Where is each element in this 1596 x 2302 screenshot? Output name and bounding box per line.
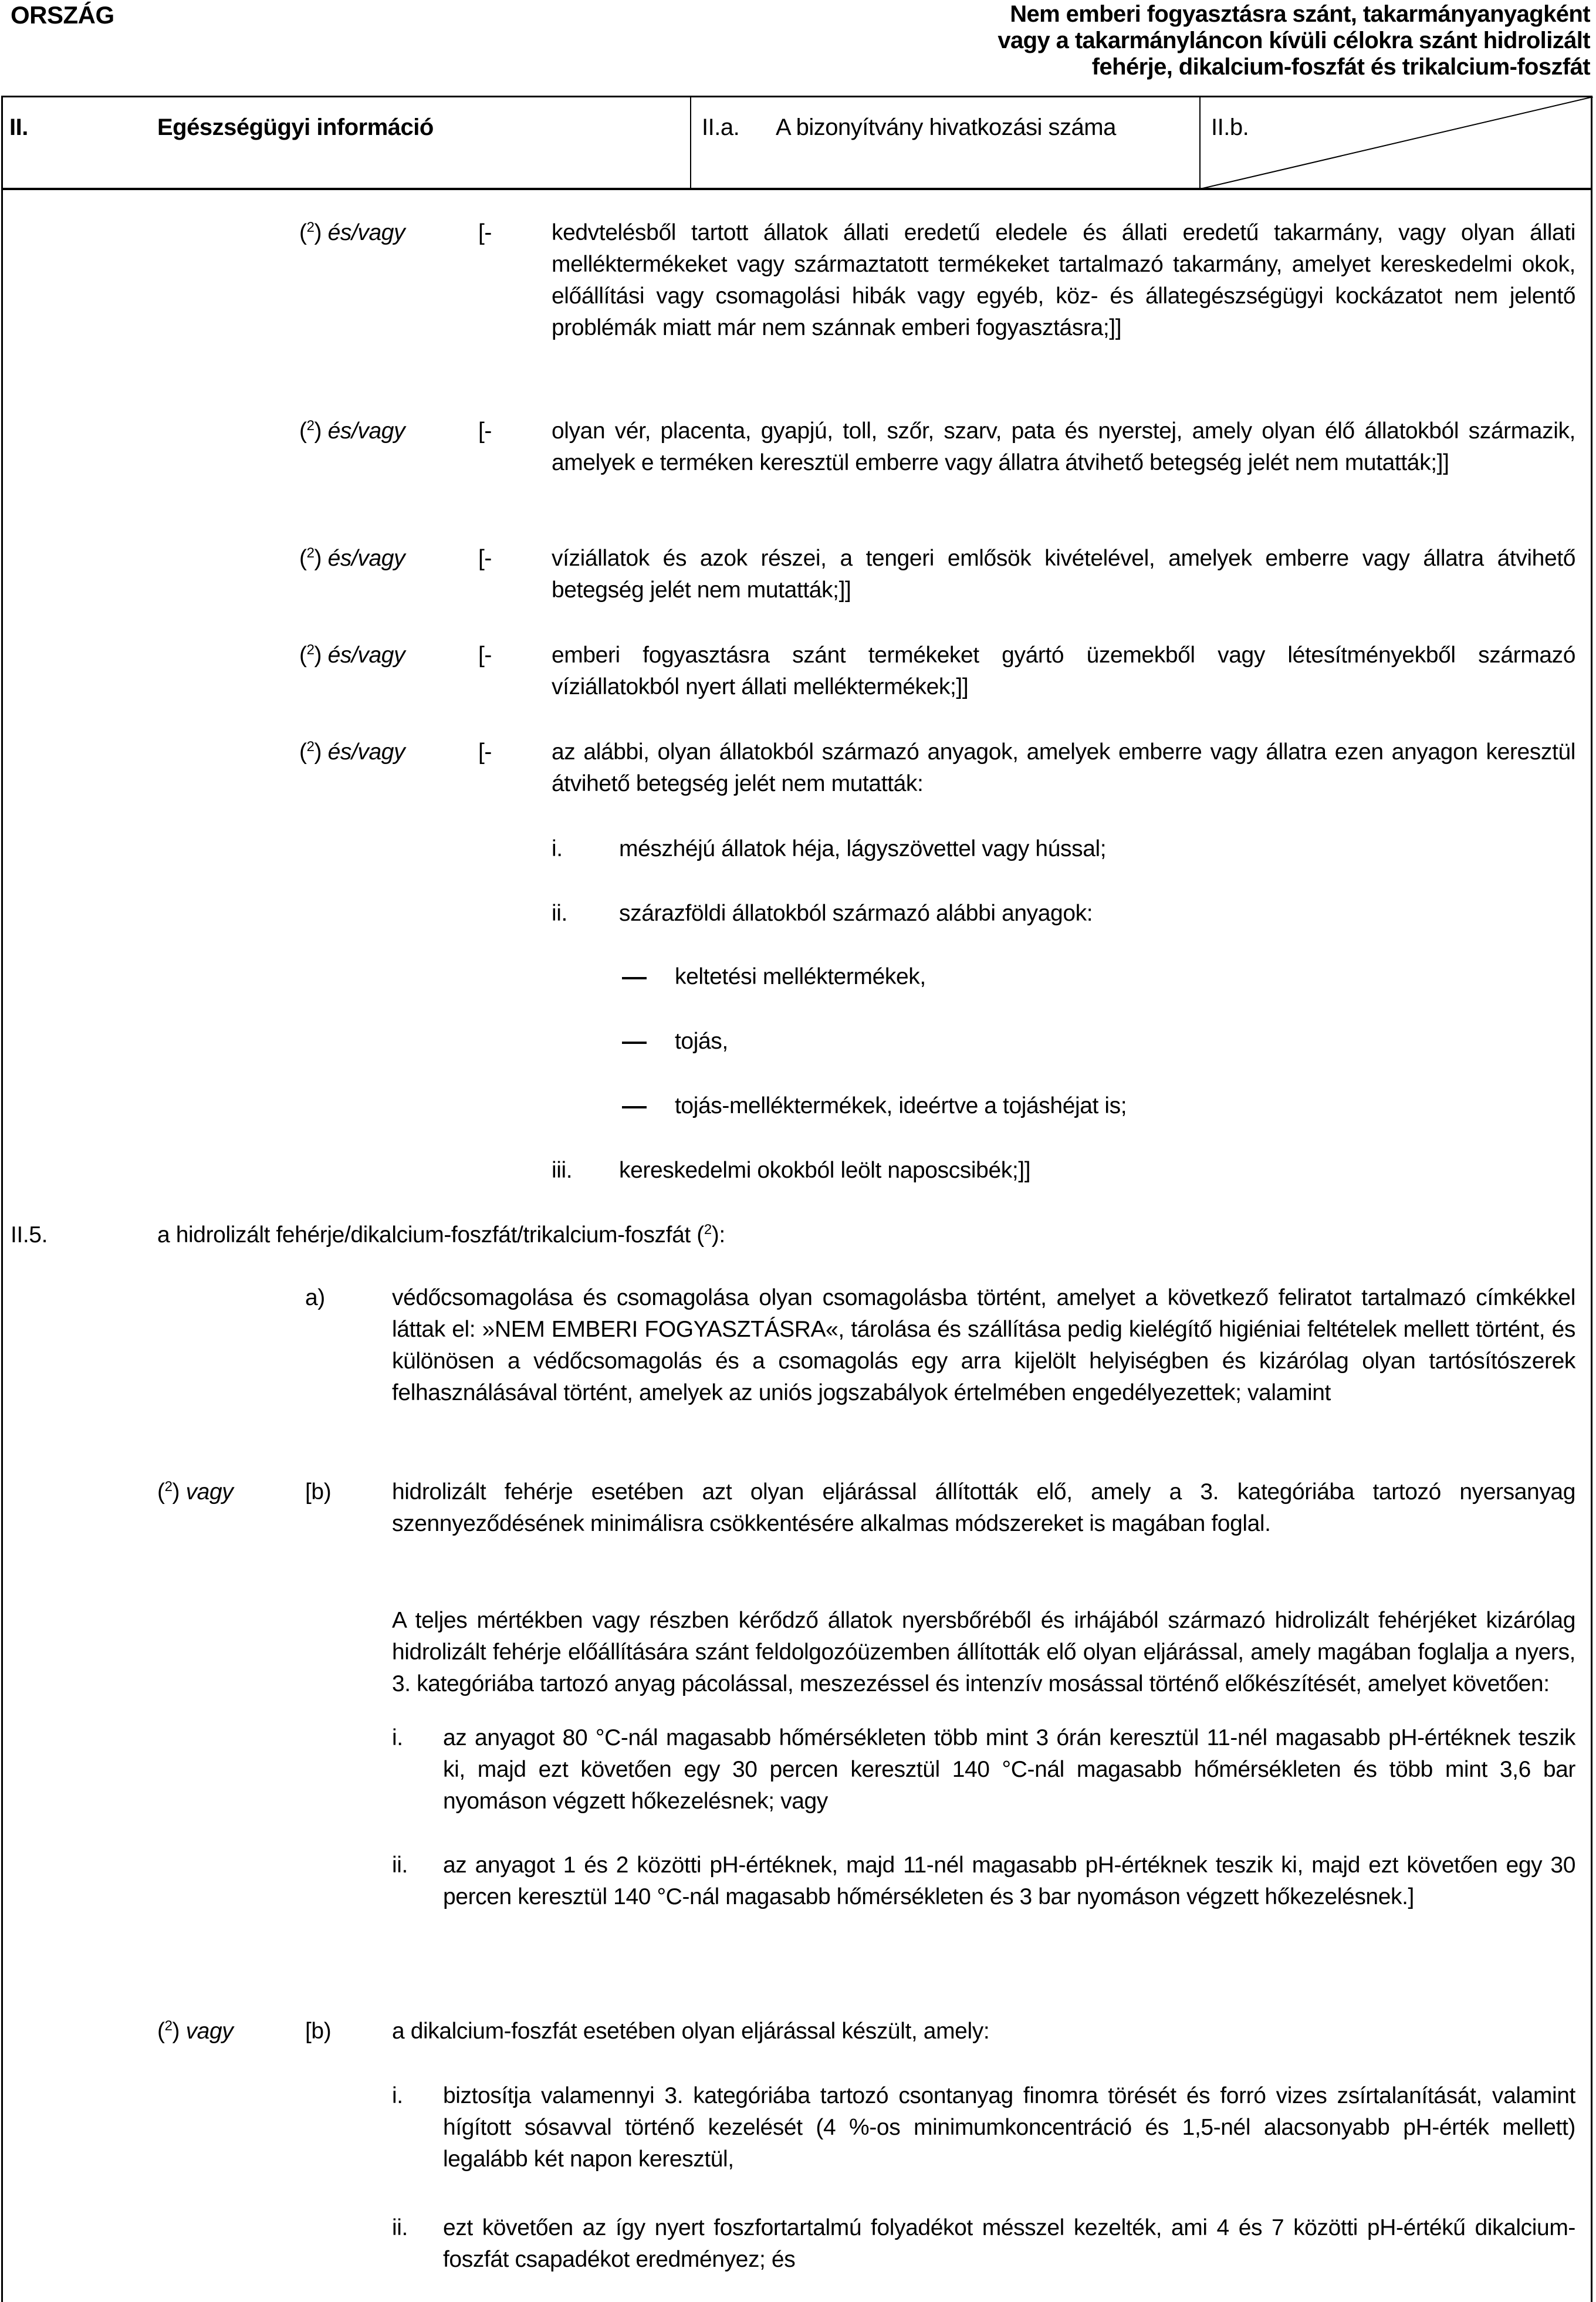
sub-item-number: ii.: [392, 2215, 408, 2240]
sub-item-text: biztosítja valamennyi 3. kategóriába tartozó csontanyag finomra törését és forró vizes zsírtalanítását, valamint hígított sósavval történő kezelését (4 %-os minimumkoncentráció és 1,5-nél alacsonyabb pH-érték mellett) legalább két napon keresztül,: [443, 2083, 1575, 2172]
section-title: Egészségügyi információ: [157, 114, 434, 140]
or-label: vagy: [185, 2019, 234, 2044]
bracket-dash: [-: [478, 220, 492, 245]
dash-item-text: keltetési melléktermékek,: [675, 964, 926, 989]
footnote-marker: 2: [306, 642, 315, 658]
ref-b-label: II.b.: [1211, 114, 1249, 140]
section-number: II.: [9, 114, 28, 140]
and-or-label: és/vagy: [327, 739, 405, 765]
sub-item-number: i.: [392, 1725, 403, 1750]
item-text: az alábbi, olyan állatokból származó anyagok, amelyek emberre vagy állatra ezen anyagon keresztül átvihető betegség jelét nem mutatták:: [552, 739, 1575, 796]
footnote-marker: 2: [306, 219, 315, 235]
footnote-marker: 2: [306, 418, 315, 434]
dash-bullet-icon: [622, 1042, 647, 1044]
item-text: hidrolizált fehérje esetében azt olyan eljárással állították elő, amely a 3. kategóriába tartozó nyersanyag szennyeződésének minimálisra csökkentésére alkalmas módszereket is magában foglal.: [392, 1479, 1575, 1536]
section-ii5-intro: [157, 1219, 725, 1251]
dash-item: [622, 1090, 647, 1122]
footnote-marker: 2: [704, 1222, 712, 1238]
item-note: ($^2$) és/vagy: [299, 642, 405, 668]
item-note: ($^2$) vagy: [157, 2018, 234, 2044]
document-title: [710, 1, 1590, 80]
and-or-label: és/vagy: [327, 546, 405, 571]
item-letter: [b): [305, 2019, 332, 2044]
document-title-line: fehérje, dikalcium-foszfát és trikalcium-foszfát: [1091, 54, 1590, 80]
sub-item-text: az anyagot 1 és 2 közötti pH-értéknek, majd 11-nél magasabb pH-értéknek teszik ki, majd ezt követően egy 30 percen keresztül 140 °C-nál magasabb hőmérsékleten és 3 bar nyomáson végzett hőkezelésnek.]: [443, 1853, 1575, 1909]
dash-item: [622, 961, 647, 993]
item-note: ($^2$) és/vagy: [299, 418, 405, 444]
item-letter: a): [305, 1285, 325, 1310]
item-text: a dikalcium-foszfát esetében olyan eljárással készült, amely:: [392, 2019, 990, 2044]
intro-text: a hidrolizált fehérje/dikalcium-foszfát/trikalcium-foszfát (: [157, 1222, 704, 1248]
item-text: védőcsomagolása és csomagolása olyan csomagolásba történt, amelyet a következő feliratot tartalmazó címkékkel láttak el: »NEM EMBERI FOGYASZTÁSRA«, tárolása és szállítása pedig kielégítő higiéniai feltételek mellett történt, és különösen a védőcsomagolás és a csomagolás egy arra kijelölt helyiségben és kizárólag olyan tartósítószerek felhasználásával történt, amelyek az uniós jogszabályok értelmében engedélyezettek; valamint: [392, 1285, 1575, 1405]
section-ii5-number: II.5.: [11, 1222, 48, 1248]
bracket-dash: [-: [478, 546, 492, 571]
bracket-dash: [-: [478, 418, 492, 444]
or-label: vagy: [185, 1479, 234, 1505]
item-letter: [b): [305, 1479, 332, 1505]
dash-bullet-icon: [622, 977, 647, 979]
sub-item-number: i.: [392, 2083, 403, 2108]
footnote-marker: 2: [306, 545, 315, 561]
sub-item-text: kereskedelmi okokból leölt naposcsibék;]]: [619, 1158, 1031, 1183]
and-or-label: és/vagy: [327, 643, 405, 668]
sub-item-text: ezt követően az így nyert foszfortartalmú folyadékot mésszel kezelték, ami 4 és 7 közötti pH-értékű dikalcium-foszfát csapadékot eredményez; és: [443, 2215, 1575, 2272]
item-text: olyan vér, placenta, gyapjú, toll, szőr, szarv, pata és nyerstej, amely olyan élő állatokból származik, amelyek e terméken keresztül emberre vagy állatra átvihető betegség jelét nem mutatták;]]: [552, 418, 1575, 475]
item-note: ($^2$) és/vagy: [299, 219, 405, 245]
item-text: emberi fogyasztásra szánt termékeket gyártó üzemekből vagy létesítményekből származó víziállatokból nyert állati melléktermékek;]]: [552, 643, 1575, 699]
sub-item-number: i.: [552, 836, 563, 861]
item-text: kedvtelésből tartott állatok állati eredetű eledele és állati eredetű takarmány, vagy olyan állati melléktermékeket vagy származtatott termékeket tartalmazó takarmány, amelyet kereskedelmi okok, előállítási vagy csomagolási hibák vagy egyéb, köz- és állategészségügyi kockázatot nem jelentő problémák miatt már nem szánnak emberi fogyasztásra;]]: [552, 220, 1575, 340]
item-note: ($^2$) és/vagy: [299, 545, 405, 571]
dash-item-text: tojás,: [675, 1029, 728, 1054]
footnote-marker: 2: [164, 1479, 173, 1495]
item-note: ($^2$) és/vagy: [299, 739, 405, 765]
sub-item-text: szárazföldi állatokból származó alábbi anyagok:: [619, 901, 1093, 926]
sub-item-number: iii.: [552, 1158, 573, 1183]
sub-item-text: mészhéjú állatok héja, lágyszövettel vagy hússal;: [619, 836, 1107, 861]
item-note: ($^2$) vagy: [157, 1479, 234, 1505]
item-text: víziállatok és azok részei, a tengeri emlősök kivételével, amelyek emberre vagy állatra átvihető betegség jelét nem mutatták;]]: [552, 546, 1575, 603]
dash-item-text: tojás-melléktermékek, ideértve a tojáshéjat is;: [675, 1093, 1127, 1118]
dash-item: [622, 1026, 647, 1057]
document-title-line: Nem emberi fogyasztásra szánt, takarmányanyagként: [1010, 1, 1590, 27]
column-divider: [690, 97, 691, 188]
and-or-label: és/vagy: [327, 220, 405, 245]
bracket-dash: [-: [478, 643, 492, 668]
country-label: ORSZÁG: [11, 1, 114, 29]
sub-item-text: az anyagot 80 °C-nál magasabb hőmérsékleten több mint 3 órán keresztül 11-nél magasabb pH-értéknek teszik ki, majd ezt követően egy 30 percen keresztül 140 °C-nál magasabb hőmérsékleten és több mint 3,6 bar nyomáson végzett hőkezelésnek; vagy: [443, 1725, 1575, 1814]
and-or-label: és/vagy: [327, 418, 405, 444]
ref-label-text: A bizonyítvány hivatkozási száma: [776, 114, 1116, 140]
dash-bullet-icon: [622, 1106, 647, 1108]
ref-number-label: II.a.: [702, 114, 740, 140]
bracket-dash: [-: [478, 739, 492, 765]
item-paragraph: A teljes mértékben vagy részben kérődző állatok nyersbőréből és irhájából származó hidrolizált fehérjéket kizárólag hidrolizált fehérje előállítására szánt feldolgozóüzemben állították elő olyan eljárással, amely magában foglalja a nyers, 3. kategóriába tartozó anyag pácolással, meszezéssel és intenzív mosással történő előkészítését, amelyet követően:: [392, 1608, 1575, 1696]
sub-item-number: ii.: [392, 1853, 408, 1878]
intro-end: ):: [711, 1222, 725, 1248]
diagonal-strike: [1200, 97, 1593, 189]
footnote-marker: 2: [306, 739, 315, 755]
document-title-line: vagy a takarmányláncon kívüli célokra szánt hidrolizált: [998, 28, 1590, 53]
footnote-marker: 2: [164, 2018, 173, 2034]
sub-item-number: ii.: [552, 901, 567, 926]
